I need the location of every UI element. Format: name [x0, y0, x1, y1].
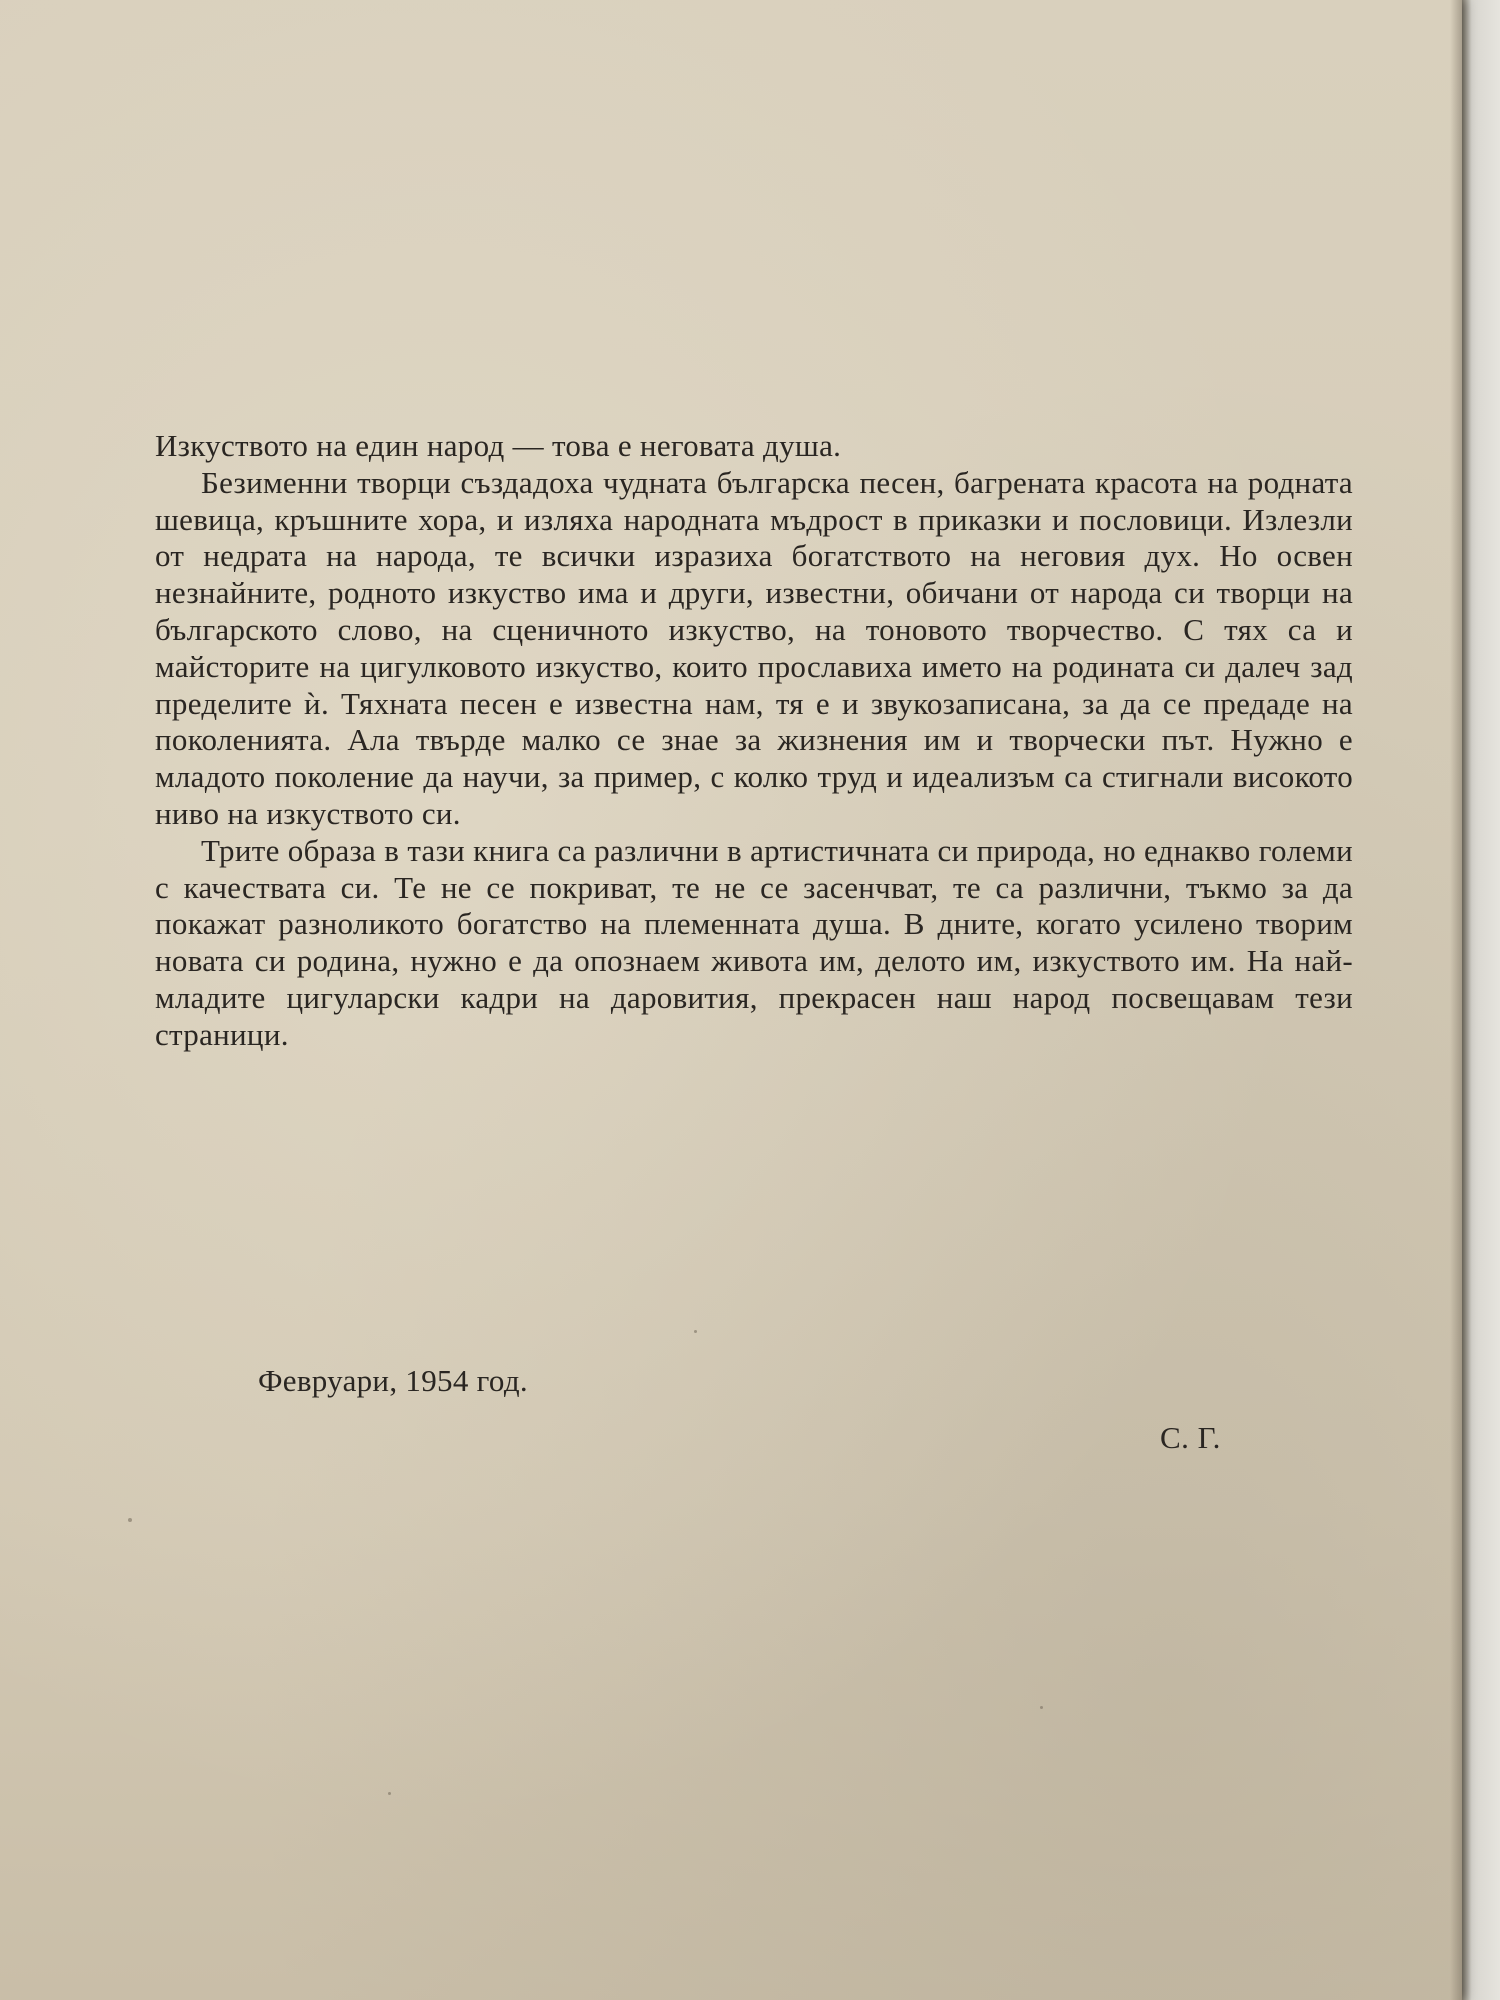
underlying-ruled-page	[1462, 0, 1500, 2000]
paper-speck	[128, 1518, 132, 1522]
paper-speck	[388, 1792, 391, 1795]
author-initials: С. Г.	[1160, 1420, 1221, 1455]
paper-speck	[1040, 1706, 1043, 1709]
paragraph-opening: Изкуството на един народ — това е неговата душа.	[155, 428, 842, 463]
paragraph-dedication: Трите образа в тази книга са различни в артистичната си природа, но еднакво големи с качествата си. Те не се покриват, те не се засенчват, те са различни, тъкмо за да покажат разноликото богатство на племенната душа. В дните, когато усилено творим новата си родина, нужно е да опознаем живота им, делото им, изкуството им. На най-младите цигуларски кадри на даровития, прекрасен наш народ посвещавам тези страници.	[155, 832, 1353, 1052]
paragraph-creators: Безименни творци създадоха чудната българска песен, багрената красота на родната шевица, кръшните хора, и изляха народната мъдрост в приказки и пословици. Излезли от недрата на народа, те всички изразиха богатството на неговия дух. Но освен незнайните, родното изкуство има и други, известни, обичани от народа си творци на българското слово, на сценичното изкуство, на тоновото творчество. С тях са и майсторите на цигулковото изкуство, които прославиха името на родината си далеч зад пределите ѝ. Тяхната песен е известна нам, тя е и звукозаписана, за да се предаде на поколенията. Ала твърде малко се знае за жизнения им и творчески път. Нужно е младото поколение да научи, за пример, с колко труд и идеализъм са стигнали високото ниво на изкуството си.	[155, 464, 1353, 831]
page-edge-shadow	[1450, 0, 1462, 2000]
paper-speck	[694, 1330, 697, 1333]
foreword-text	[155, 428, 1353, 1054]
date-line: Февруари, 1954 год.	[258, 1363, 528, 1398]
